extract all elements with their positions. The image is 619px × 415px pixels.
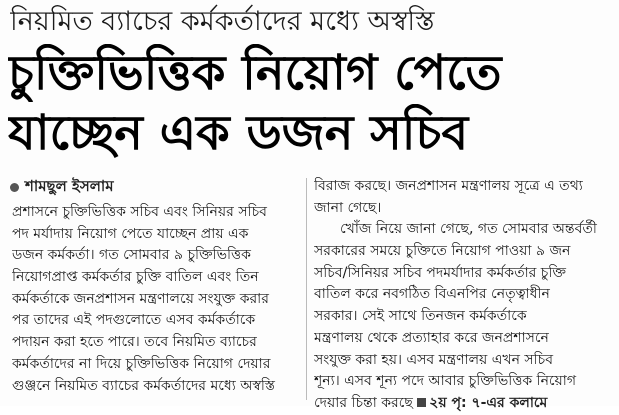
- headline-line-2: যাচ্ছেন এক ডজন সচিব: [8, 105, 469, 161]
- kicker-subheadline: নিয়মিত ব্যাচের কর্মকর্তাদের মধ্যে অস্বস্তি: [10, 6, 435, 37]
- article-line: সচিব/সিনিয়র সচিব পদমর্যাদার কর্মকর্তার চুক্তি: [314, 264, 566, 281]
- article-last-line: [314, 393, 610, 415]
- article-line: কর্মকর্তাদের না দিয়ে চুক্তিভিত্তিক নিয়োগ দেয়ার: [12, 355, 271, 372]
- column-divider: [306, 178, 307, 400]
- article-line: বিরাজ করছে। জনপ্রশাসন মন্ত্রণালয় সূত্রে এ তথ্য: [314, 178, 583, 194]
- article-line: সরকার। সেই সাথে তিনজন কর্মকর্তাকে: [314, 308, 527, 325]
- article-line: নিয়োগপ্রাপ্ত কর্মকর্তার চুক্তি বাতিল এবং তিন: [12, 269, 259, 286]
- article-line: সংযুক্ত করা হয়। এসব মন্ত্রণালয় এখন সচিব: [314, 351, 553, 368]
- bullet-icon: [10, 183, 19, 192]
- article-line: পদ মর্যাদায় নিয়োগ পেতে যাচ্ছেন প্রায় এক: [12, 225, 249, 242]
- article-line: সরকারের সময়ে চুক্তিতে নিয়োগ পাওয়া ৯ জন: [314, 243, 571, 260]
- article-line: শূন্য। এসব শূন্য পদে আবার চুক্তিভিত্তিক নিয়োগ: [314, 373, 577, 390]
- jump-label: ২য় পৃ: ৭-এর কলামে: [429, 394, 548, 411]
- article-line: গুঞ্জনে নিয়মিত ব্যাচের কর্মকর্তাদের মধ্যে অস্বস্তি: [12, 377, 275, 394]
- article-line: মন্ত্রণালয় থেকে প্রত্যাহার করে জনপ্রশাসনে: [314, 329, 549, 346]
- article-line: প্রশাসনে চুক্তিভিত্তিক সচিব এবং সিনিয়র সচিব: [12, 204, 267, 220]
- article-column-right: [314, 176, 610, 415]
- headline-line-1: চুক্তিভিত্তিক নিয়োগ পেতে: [8, 45, 502, 101]
- article-line: পর তাদের এই পদগুলোতে এসব কর্মকর্তাকে: [12, 312, 256, 329]
- article-line: জানা গেছে।: [314, 199, 382, 216]
- article-line: বাতিল করে নবগঠিত বিএনপির নেতৃত্বাধীন: [314, 286, 550, 303]
- article-column-left: [12, 202, 300, 397]
- article-line: পদায়ন করা হতে পারে। তবে নিয়মিত ব্যাচের: [12, 334, 257, 351]
- article-line: খোঁজ নিয়ে জানা গেছে, গত সোমবার অন্তর্বর্তী: [340, 221, 597, 238]
- article-line-text: দেয়ার চিন্তা করছে: [314, 394, 413, 411]
- byline: [10, 176, 300, 198]
- square-bullet-icon: [417, 398, 426, 407]
- article-line: ডজন কর্মকর্তা। গত সোমবার ৯ চুক্তিভিত্তিক: [12, 247, 251, 264]
- author-name: শামছুল ইসলাম: [25, 176, 114, 195]
- article-line: কর্মকর্তাকে জনপ্রশাসন মন্ত্রণালয়ে সংযুক্ত করার: [12, 290, 269, 307]
- continuation-jump: [417, 395, 547, 411]
